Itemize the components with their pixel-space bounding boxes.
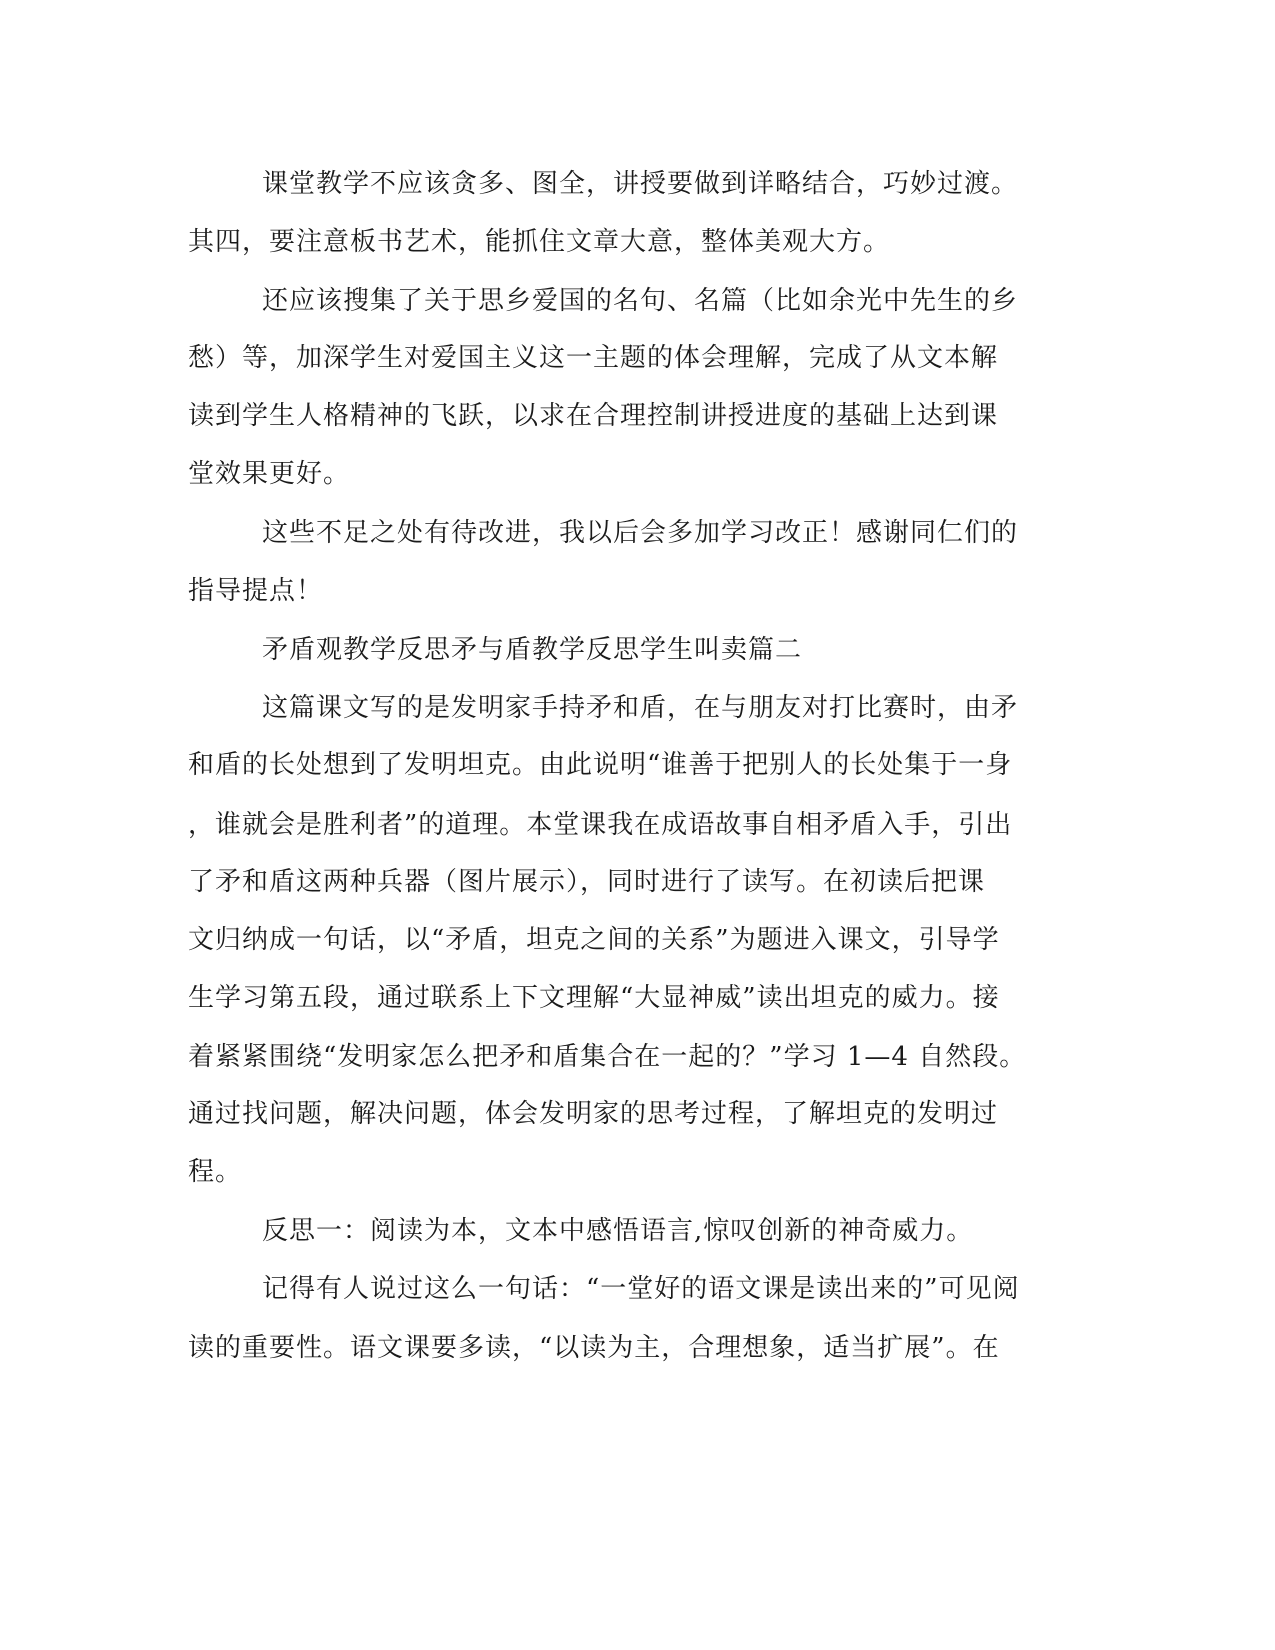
text-line: 读到学生人格精神的飞跃，以求在合理控制讲授进度的基础上达到课 — [188, 401, 999, 431]
text-line: 课堂教学不应该贪多、图全，讲授要做到详略结合，巧妙过渡。 — [262, 169, 1019, 199]
text-line: 生学习第五段，通过联系上下文理解“大显神威”读出坦克的威力。接 — [188, 983, 1000, 1013]
text-line: 这些不足之处有待改进，我以后会多加学习改正！感谢同仁们的 — [262, 518, 1019, 548]
text-line: 了矛和盾这两种兵器（图片展示），同时进行了读写。在初读后把课 — [188, 867, 986, 897]
text-line: 程。 — [188, 1157, 243, 1187]
text-line: 和盾的长处想到了发明坦克。由此说明“谁善于把别人的长处集于一身 — [188, 750, 1013, 780]
text-line: 这篇课文写的是发明家手持矛和盾，在与朋友对打比赛时，由矛 — [262, 693, 1019, 723]
text-line: 愁）等，加深学生对爱国主义这一主题的体会理解，完成了从文本解 — [188, 343, 999, 373]
text-line: 其四，要注意板书艺术，能抓住文章大意，整体美观大方。 — [188, 227, 891, 257]
text-line: 堂效果更好。 — [188, 459, 351, 489]
text-line: 还应该搜集了关于思乡爱国的名句、名篇（比如余光中先生的乡 — [262, 286, 1019, 316]
text-line: 记得有人说过这么一句话：“一堂好的语文课是读出来的”可见阅 — [262, 1274, 1020, 1304]
text-line: 着紧紧围绕“发明家怎么把矛和盾集合在一起的？”学习 1—4 自然段。 — [188, 1042, 1027, 1072]
text-line: 读的重要性。语文课要多读，“以读为主，合理想象，适当扩展”。在 — [188, 1333, 1000, 1363]
text-line: 文归纳成一句话，以“矛盾，坦克之间的关系”为题进入课文，引导学 — [188, 925, 1000, 955]
section-heading: 矛盾观教学反思矛与盾教学反思学生叫卖篇二 — [262, 635, 803, 665]
text-line: 通过找问题，解决问题，体会发明家的思考过程，了解坦克的发明过 — [188, 1099, 999, 1129]
text-line: 反思一：阅读为本，文本中感悟语言,惊叹创新的神奇威力。 — [262, 1216, 974, 1246]
text-line: 指导提点！ — [188, 576, 324, 606]
text-line: ，谁就会是胜利者”的道理。本堂课我在成语故事自相矛盾入手，引出 — [188, 810, 1013, 840]
